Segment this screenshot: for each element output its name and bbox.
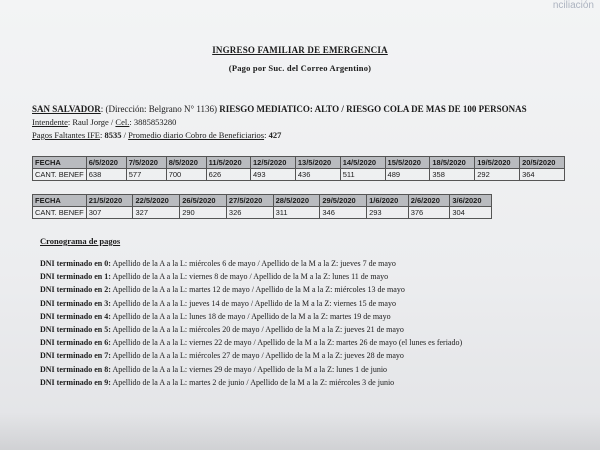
table-value-cell: 307	[86, 207, 133, 219]
payments-line: Pagos Faltantes IFE: 8535 / Promedio diario Cobro de Beneficiarios: 427	[32, 130, 282, 140]
corner-watermark-text: nciliación	[552, 0, 594, 11]
table-date-cell: 3/6/2020	[450, 195, 492, 207]
table-value-cell: 346	[320, 207, 367, 219]
intendente-label: Intendente	[32, 117, 68, 127]
schedule-row-text: Apellido de la A a la L: viernes 8 de mayo / Apellido de la M a la Z: lunes 11 de mayo	[112, 272, 389, 282]
schedule-row	[40, 272, 462, 285]
table-value-cell: 626	[206, 169, 250, 181]
table-value-cell: 511	[340, 169, 385, 181]
table-date-cell: 19/5/2020	[475, 157, 520, 169]
table-date-cell: 20/5/2020	[520, 157, 565, 169]
table-date-cell: 7/5/2020	[126, 157, 166, 169]
table-date-cell: 15/5/2020	[385, 157, 430, 169]
schedule-row	[40, 312, 462, 325]
avg-label: Promedio diario Cobro de Beneficiarios	[128, 130, 265, 140]
beneficiaries-table-2	[32, 194, 492, 219]
pending-label: Pagos Faltantes IFE	[32, 130, 100, 140]
schedule-row	[40, 338, 462, 351]
table-value-cell: 327	[133, 207, 180, 219]
schedule-row-text: Apellido de la A a la L: viernes 22 de mayo / Apellido de la M a la Z: martes 26 de mayo (el lunes es feriado)	[112, 338, 463, 348]
intendente-value: : Raul Jorge /	[67, 117, 114, 127]
table-date-cell: 18/5/2020	[430, 157, 475, 169]
schedule-row	[40, 351, 462, 364]
table-value-cell: 577	[126, 169, 166, 181]
schedule-list	[40, 259, 462, 391]
table-value-cell: 376	[408, 207, 450, 219]
table-value-cell: 493	[251, 169, 296, 181]
table-value-cell: 436	[295, 169, 340, 181]
contact-line	[32, 117, 176, 127]
schedule-row-label: DNI terminado en 3:	[40, 298, 111, 308]
schedule-row-text: Apellido de la A a la L: miércoles 27 de mayo / Apellido de la M a la Z: jueves 28 de mayo	[112, 351, 404, 361]
table-value-cell: 700	[166, 169, 206, 181]
location-name: SAN SALVADOR	[32, 104, 101, 114]
risk-text: RIESGO MEDIATICO: ALTO / RIESGO COLA DE MAS DE 100 PERSONAS	[219, 104, 527, 114]
table-date-cell: 21/5/2020	[86, 195, 133, 207]
schedule-row-label: DNI terminado en 4:	[40, 311, 111, 321]
schedule-row-text: Apellido de la A a la L: jueves 14 de mayo / Apellido de la M a la Z: viernes 15 de mayo	[112, 298, 396, 308]
avg-value: 427	[268, 130, 282, 140]
schedule-row-label: DNI terminado en 1:	[40, 272, 111, 282]
table-value-cell: 638	[86, 169, 126, 181]
beneficiaries-table-1	[32, 156, 565, 181]
table-value-cell: 304	[450, 207, 492, 219]
schedule-row-label: DNI terminado en 0:	[40, 259, 111, 268]
schedule-row-label: DNI terminado en 7:	[40, 351, 111, 361]
table-header-row	[33, 195, 492, 207]
schedule-row	[40, 325, 462, 338]
schedule-row-label: DNI terminado en 6:	[40, 338, 111, 348]
schedule-row	[40, 378, 462, 391]
schedule-row-text: Apellido de la A a la L: viernes 29 de mayo / Apellido de la M a la Z: lunes 1 de junio	[112, 364, 388, 374]
table-value-cell: 358	[430, 169, 475, 181]
schedule-row	[40, 285, 462, 298]
schedule-row	[40, 299, 462, 312]
bottom-shadow	[0, 412, 600, 450]
schedule-row	[40, 259, 462, 272]
schedule-row-text: Apellido de la A a la L: martes 12 de mayo / Apellido de la M a la Z: miércoles 13 de mayo	[112, 285, 405, 295]
schedule-row-label: DNI terminado en 5:	[40, 324, 111, 334]
table-value-cell: 326	[226, 207, 273, 219]
table-date-cell: 12/5/2020	[251, 157, 296, 169]
pending-value: 8535	[104, 130, 122, 140]
table-value-cell: 489	[385, 169, 430, 181]
schedule-row-label: DNI terminado en 9:	[40, 377, 111, 387]
schedule-row-text: Apellido de la A a la L: miércoles 6 de mayo / Apellido de la M a la Z: jueves 7 de mayo	[112, 259, 396, 268]
schedule-row-label: DNI terminado en 2:	[40, 285, 111, 295]
table-date-cell: 13/5/2020	[295, 157, 340, 169]
location-line: SAN SALVADOR: (Dirección: Belgrano N° 1136) RIESGO MEDIATICO: ALTO / RIESGO COLA DE MAS DE 100 PERSONAS	[32, 104, 527, 114]
table-header-label: FECHA	[33, 195, 87, 207]
table-date-cell: 6/5/2020	[86, 157, 126, 169]
document-title: INGRESO FAMILIAR DE EMERGENCIA	[212, 45, 388, 55]
table-date-cell: 11/5/2020	[206, 157, 250, 169]
schedule-row	[40, 365, 462, 378]
table-value-cell: 290	[180, 207, 227, 219]
table-row-label: CANT. BENEF	[33, 207, 87, 219]
table-date-cell: 27/5/2020	[226, 195, 273, 207]
table-date-cell: 2/6/2020	[408, 195, 450, 207]
table-row	[33, 169, 565, 181]
table-date-cell: 22/5/2020	[133, 195, 180, 207]
cel-value: : 3885853280	[129, 117, 177, 127]
table-row-label: CANT. BENEF	[33, 169, 87, 181]
table-value-cell: 292	[475, 169, 520, 181]
location-address: (Dirección: Belgrano N° 1136)	[105, 104, 218, 114]
table-date-cell: 28/5/2020	[273, 195, 320, 207]
document-subtitle: (Pago por Suc. del Correo Argentino)	[228, 63, 372, 73]
table-header-row	[33, 157, 565, 169]
schedule-row-text: Apellido de la A a la L: lunes 18 de mayo / Apellido de la M a la Z: martes 19 de mayo	[112, 311, 391, 321]
table-date-cell: 26/5/2020	[180, 195, 227, 207]
table-header-label: FECHA	[33, 157, 87, 169]
table-date-cell: 29/5/2020	[320, 195, 367, 207]
schedule-row-text: Apellido de la A a la L: martes 2 de junio / Apellido de la M a la Z: miércoles 3 de junio	[112, 377, 395, 387]
schedule-title: Cronograma de pagos	[40, 236, 121, 246]
table-value-cell: 364	[520, 169, 565, 181]
table-date-cell: 8/5/2020	[166, 157, 206, 169]
table-value-cell: 293	[367, 207, 409, 219]
table-value-cell: 311	[273, 207, 320, 219]
table-date-cell: 14/5/2020	[340, 157, 385, 169]
schedule-row-label: DNI terminado en 8:	[40, 364, 111, 374]
table-row	[33, 207, 492, 219]
table-date-cell: 1/6/2020	[367, 195, 409, 207]
schedule-row-text: Apellido de la A a la L: miércoles 20 de mayo / Apellido de la M a la Z: jueves 21 de mayo	[112, 324, 404, 334]
cel-label: Cel.	[115, 117, 130, 127]
